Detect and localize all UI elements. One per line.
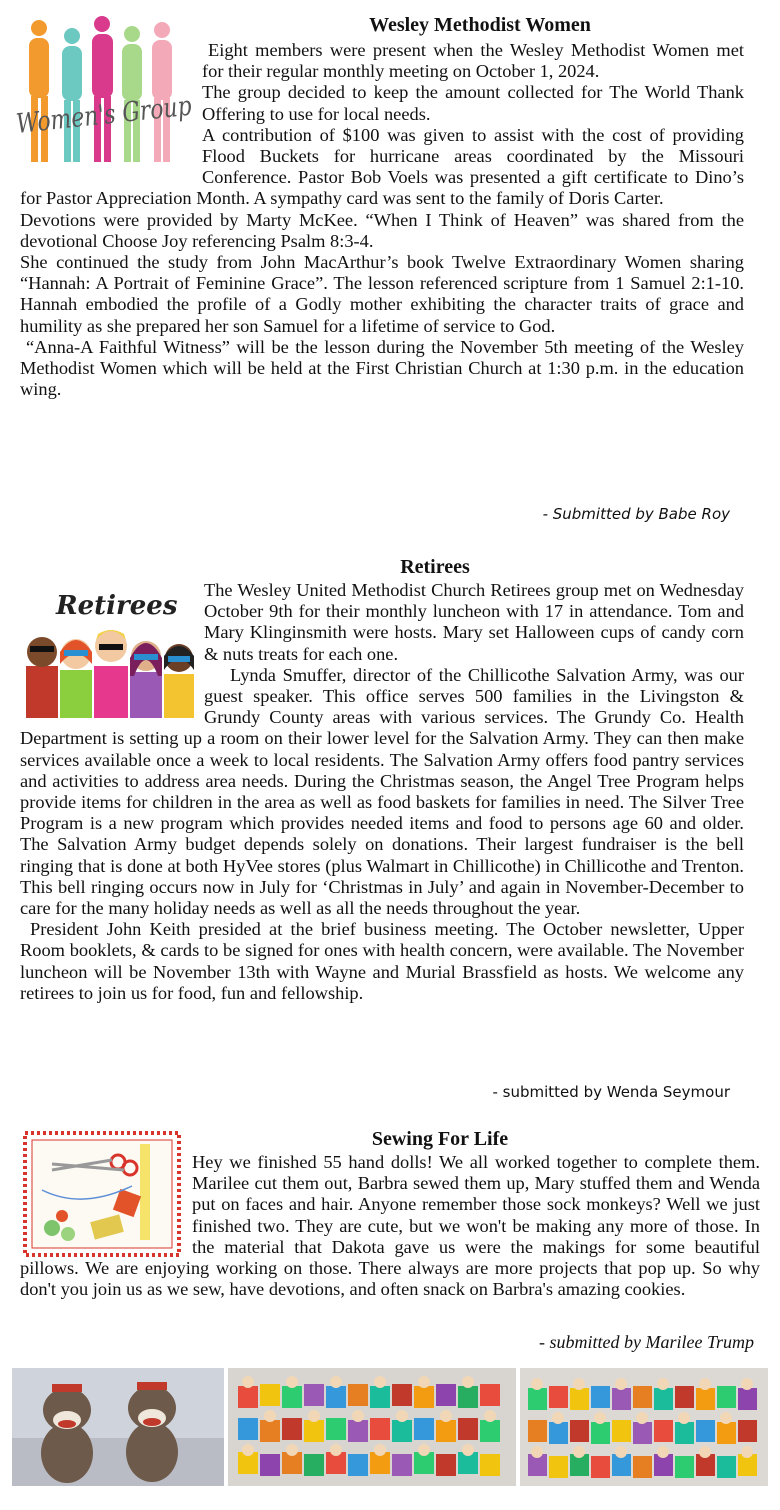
sewing-paragraph: Hey we finished 55 hand dolls! We all worked together to complete them. Marilee cut them out, Barbra sewed them up, Mary stuffed them and Wenda put on faces and hair. Anyone remember those sock monkeys? Well we just finished two. They are cute, but we won't be making any more of those. In the material that Dakota gave us were the makings for some beautiful pillows. We are enjoying working on those. There always are more projects that pop up. So why don't you join us as we sew, have devotions, and often snack on Barbra's amazing cookies. bbox=[20, 1152, 760, 1300]
sewing-logo bbox=[22, 1130, 182, 1258]
wesley-section bbox=[0, 0, 780, 540]
wesley-paragraph: Eight members were present when the Wesley Methodist Women met for their regular monthly meeting on October 1, 2024. bbox=[202, 40, 744, 82]
retirees-section bbox=[0, 540, 780, 1110]
wesley-paragraph: She continued the study from John MacArthur’s book Twelve Extraordinary Women sharing “Hannah: A Portrait of Feminine Grace”. The lesson referenced scripture from 1 Samuel 2:1-10. Hannah embodied the profile of a Godly mother exhibiting the character traits of grace and humility as she prepared her son Samuel for a lifetime of service to God. bbox=[20, 252, 744, 336]
womens-group-logo bbox=[12, 16, 234, 168]
retirees-signature: - submitted by Wenda Seymour bbox=[492, 1083, 730, 1101]
wesley-title: Wesley Methodist Women bbox=[369, 14, 591, 36]
wesley-signature: - Submitted by Babe Roy bbox=[542, 505, 730, 523]
measuring-tape-icon bbox=[140, 1144, 150, 1240]
retirees-paragraph: Lynda Smuffer, director of the Chillicothe Salvation Army, was our guest speaker. This office serves 500 families in the Livingston & Grundy County areas with various services. The Grundy Co. Health Department is setting up a room on their lower level for the Salvation Army. They can then make services available once a week to local residents. The Salvation Army offers food pantry services and activities to address area needs. During the Christmas season, the Angel Tree Program helps provide items for children in the area as well as food baskets for families in need. The Silver Tree Program is a new program which provides needed items and food to persons age 60 and older. The Salvation Army budget depends solely on donations. Their largest fundraiser is the bell ringing that is done at both HyVee stores (plus Walmart in Chillicothe) in Chillicothe and Trenton. This bell ringing occurs now in July for ‘Christmas in July’ and again in November-December to care for the many holiday needs as well as all the needs throughout the year. bbox=[20, 664, 744, 919]
women-figures bbox=[29, 16, 172, 162]
sock-monkeys-photo bbox=[12, 1368, 224, 1486]
wesley-paragraph: The group decided to keep the amount collected for The World Thank Offering to use for local needs. bbox=[202, 82, 744, 124]
wesley-paragraph: Devotions were provided by Marty McKee. “When I Think of Heaven” was shared from the devotional Choose Joy referencing Psalm 8:3-4. bbox=[20, 209, 744, 251]
wesley-paragraph: A contribution of $100 was given to assist with the cost of providing Flood Buckets for hurricane areas coordinated by the Missouri Conference. Pastor Bob Voels was presented a gift certificate to Dino’s for Pastor Appreciation Month. A sympathy card was sent to the family of Doris Carter. bbox=[20, 124, 744, 209]
hand-dolls-photo-2 bbox=[520, 1368, 768, 1486]
retirees-paragraph: President John Keith presided at the brief business meeting. The October newsletter, Upper Room booklets, & cards to be signed for ones with health concern, were available. The November luncheon will be November 13th with Wayne and Murial Brassfield as hosts. We welcome any retirees to join us for food, fun and fellowship. bbox=[20, 919, 744, 1003]
sewing-body bbox=[20, 1152, 760, 1300]
wesley-body bbox=[14, 40, 744, 400]
retirees-logo-text: Retirees bbox=[56, 591, 178, 621]
retirees-title: Retirees bbox=[400, 556, 470, 578]
sewing-signature: - submitted by Marilee Trump bbox=[539, 1332, 754, 1352]
retirees-paragraph: The Wesley United Methodist Church Retirees group met on Wednesday October 9th for their monthly luncheon with 17 in attendance. Tom and Mary Klinginsmith were hosts. Mary set Halloween cups of candy corn & nuts treats for each one. bbox=[204, 580, 744, 664]
hand-dolls-photo bbox=[228, 1368, 516, 1486]
retirees-body bbox=[20, 580, 744, 1004]
womens-group-logo-text: Women's Group bbox=[14, 86, 234, 140]
sewing-title: Sewing For Life bbox=[371, 1128, 509, 1150]
wesley-paragraph: “Anna-A Faithful Witness” will be the lesson during the November 5th meeting of the Wesley Methodist Women which will be held at the First Christian Church at 1:30 p.m. in the education wing. bbox=[20, 336, 744, 400]
retirees-people bbox=[26, 630, 194, 718]
sewing-section bbox=[0, 1110, 780, 1366]
retirees-logo bbox=[20, 584, 198, 718]
